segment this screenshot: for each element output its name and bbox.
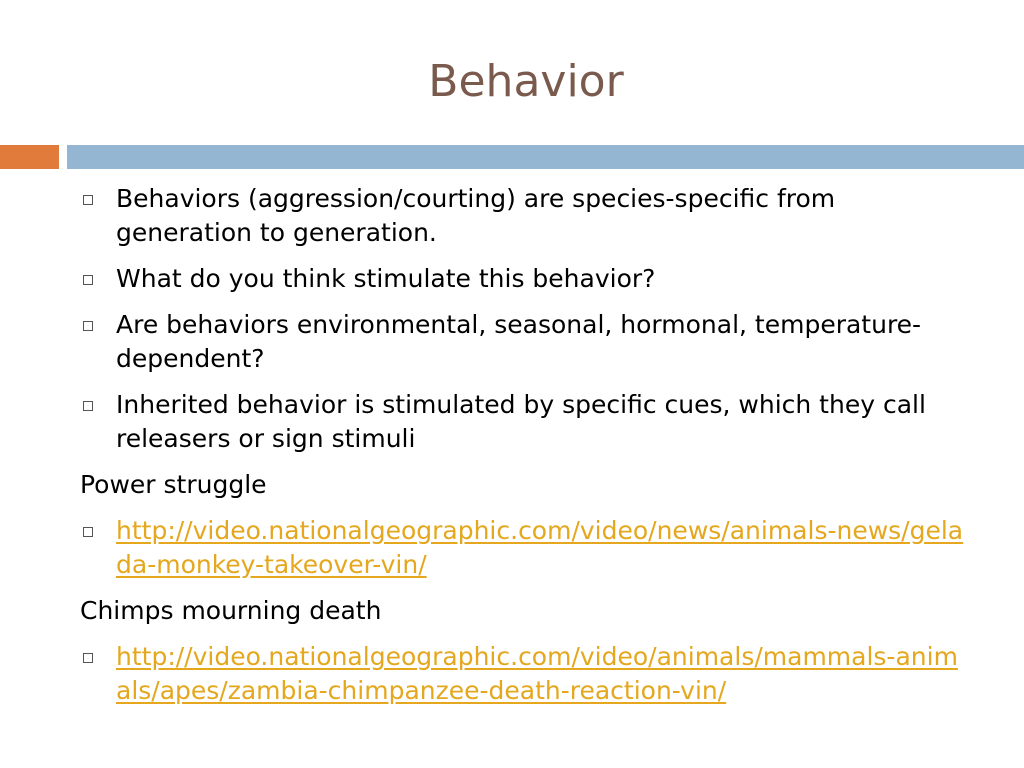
bullet-text: Inherited behavior is stimulated by specific cues, which they call releasers or sign stimuli <box>116 390 926 453</box>
section-heading-chimps-mourning: Chimps mourning death <box>80 596 382 625</box>
video-link-chimpanzee[interactable]: http://video.nationalgeographic.com/video/animals/mammals-animals/apes/zambia-chimpanzee-death-reaction-vin/ <box>116 642 958 705</box>
bullet-text: Are behaviors environmental, seasonal, hormonal, temperature-dependent? <box>116 310 922 373</box>
square-bullet-icon <box>83 401 93 411</box>
link-item <box>80 640 970 708</box>
square-bullet-icon <box>83 653 93 663</box>
slide-title: Behavior <box>428 56 624 107</box>
square-bullet-icon <box>83 195 93 205</box>
section-heading-power-struggle: Power struggle <box>80 470 267 499</box>
link-item <box>80 514 970 582</box>
accent-bar-blue <box>67 145 1024 169</box>
square-bullet-icon <box>83 321 93 331</box>
bullet-item <box>80 388 970 456</box>
bullet-item <box>80 308 970 376</box>
bullet-item <box>80 262 970 296</box>
bullet-text: Behaviors (aggression/courting) are species-specific from generation to generation. <box>116 184 836 247</box>
bullet-item <box>80 182 970 250</box>
bullet-text: What do you think stimulate this behavior? <box>116 264 656 293</box>
accent-bar-orange <box>0 145 59 169</box>
video-link-gelada[interactable]: http://video.nationalgeographic.com/video/news/animals-news/gelada-monkey-takeover-vin/ <box>116 516 964 579</box>
square-bullet-icon <box>83 275 93 285</box>
square-bullet-icon <box>83 527 93 537</box>
slide-content <box>80 182 970 720</box>
